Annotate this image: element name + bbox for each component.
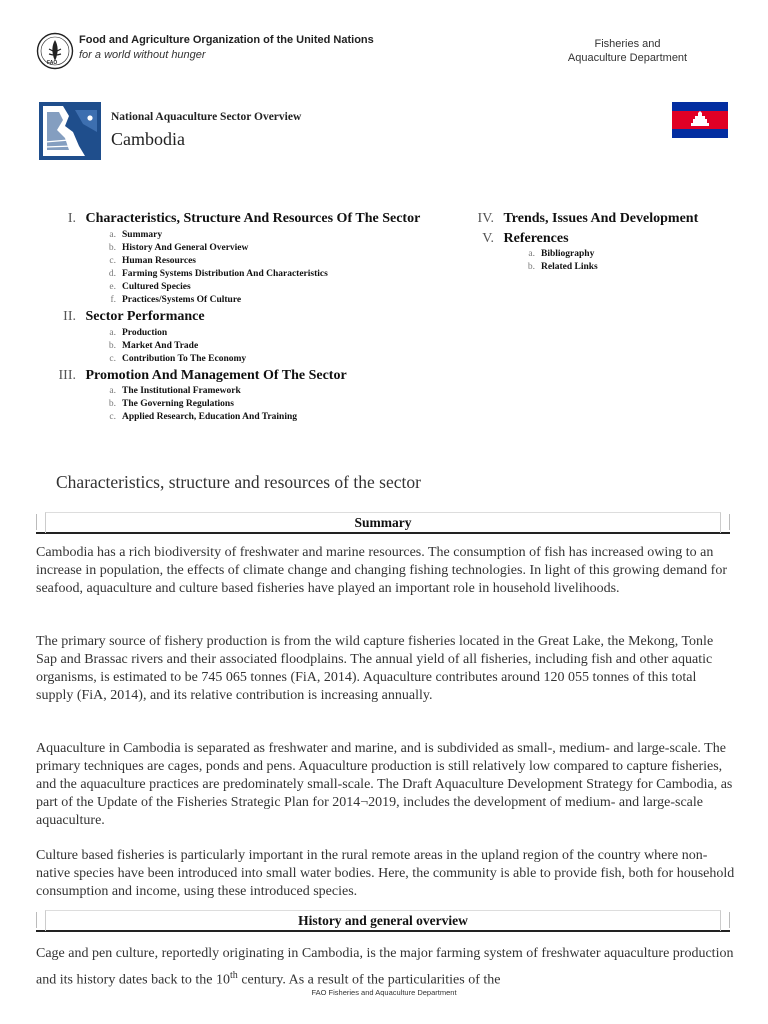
history-superscript: th <box>230 970 238 981</box>
country-title: Cambodia <box>111 129 185 149</box>
department-line-2: Aquaculture Department <box>567 52 688 64</box>
toc-item-history[interactable] <box>104 243 248 253</box>
cambodia-flag-icon <box>672 102 728 138</box>
toc-item-letter: b. <box>108 243 116 253</box>
toc-section-number: I. <box>67 211 76 226</box>
summary-paragraph-1: Cambodia has a rich biodiversity of freshwater and marine resources. The consumption of fish has increased owing to an increase in population, the effects of climate change and changing fishing technologies. In light of this growing demand for seafood, aquaculture and culture based fisheries have played an important role in household livelihoods. <box>36 545 727 596</box>
toc-item-letter: c. <box>109 354 116 364</box>
toc-item-label: Cultured Species <box>122 282 191 292</box>
toc-item-label: Related Links <box>541 262 598 272</box>
toc-section-title: Characteristics, Structure And Resources Of The Sector <box>85 211 421 226</box>
history-paragraph <box>36 943 736 992</box>
toc-section-number: IV. <box>477 211 494 226</box>
toc-section-number: V. <box>482 231 494 246</box>
toc-section-title: References <box>503 231 569 246</box>
overview-label: National Aquaculture Sector Overview <box>111 111 302 123</box>
fao-logo <box>36 32 74 70</box>
toc-item-label: Market And Trade <box>122 341 199 351</box>
toc-item-label: History And General Overview <box>122 243 249 253</box>
toc-section-number: II. <box>63 309 76 324</box>
summary-title: Summary <box>45 512 721 533</box>
toc-item-research[interactable] <box>104 412 297 422</box>
toc-item-letter: f. <box>110 295 116 305</box>
toc-item-label: Human Resources <box>122 256 196 266</box>
toc-item-letter: b. <box>108 399 116 409</box>
toc-section-3[interactable] <box>48 368 347 384</box>
toc-item-letter: e. <box>109 282 116 292</box>
fao-logo-text: FAO <box>47 60 58 66</box>
history-text-1: Cage and pen culture, reportedly originating in Cambodia, is the major farming system of freshwater aquaculture production and its history dates back to the 10 <box>36 946 734 988</box>
summary-title-bar <box>36 512 730 534</box>
toc-item-production[interactable] <box>104 328 167 338</box>
toc-item-letter: b. <box>108 341 116 351</box>
page-footer: FAO Fisheries and Aquaculture Department <box>311 988 457 997</box>
department-line-1: Fisheries and <box>594 38 661 50</box>
toc-section-number: III. <box>58 368 76 383</box>
toc-item-market-trade[interactable] <box>104 341 198 351</box>
toc-section-2[interactable] <box>54 309 205 325</box>
toc-item-label: Contribution To The Economy <box>122 354 247 364</box>
cambodia-flag <box>672 102 728 138</box>
toc-section-title: Trends, Issues And Development <box>503 211 699 226</box>
toc-item-label: Farming Systems Distribution And Characteristics <box>122 269 328 279</box>
toc-item-label: Production <box>122 328 168 338</box>
toc-item-label: The Institutional Framework <box>122 386 241 396</box>
summary-paragraph-2: The primary source of fishery production is from the wild capture fisheries located in the Great Lake, the Mekong, Tonle Sap and Brassac rivers and their associated floodplains. The annual yield of all fisheries, including fish and other aquatic organisms, is estimated to be 745 065 tonnes (FiA, 2014). Aquaculture contributes around 120 055 tonnes of this total supply (FiA, 2014), and its relative contribution is increasing annually. <box>36 634 714 703</box>
history-title-bar <box>36 910 730 932</box>
history-text-2: century. As a result of the particularities of the <box>237 972 501 988</box>
toc-section-1[interactable] <box>60 211 420 227</box>
toc-section-title: Sector Performance <box>85 309 205 324</box>
org-motto: for a world without hunger <box>79 49 206 61</box>
toc-item-letter: a. <box>109 328 116 338</box>
toc-item-bibliography[interactable] <box>523 249 594 259</box>
org-name: Food and Agriculture Organization of the United Nations <box>79 34 374 46</box>
aquaculture-logo <box>39 102 101 160</box>
toc-item-label: Practices/Systems Of Culture <box>122 295 242 305</box>
toc-item-letter: c. <box>109 256 116 266</box>
toc-item-human-resources[interactable] <box>104 256 196 266</box>
toc-item-letter: b. <box>527 262 535 272</box>
toc-item-letter: c. <box>109 412 116 422</box>
history-title: History and general overview <box>45 910 721 931</box>
toc-item-regulations[interactable] <box>104 399 234 409</box>
aquaculture-map-icon <box>39 102 101 160</box>
toc-item-summary[interactable] <box>104 230 162 240</box>
toc-item-letter: a. <box>109 386 116 396</box>
toc-item-letter: d. <box>108 269 116 279</box>
summary-paragraph-4: Culture based fisheries is particularly important in the rural remote areas in the upland region of the country where non-native species have been introduced into small water bodies. Here, the community is able to provide fish, both for household consumption and income, using these introduced species. <box>36 848 735 899</box>
toc-item-related-links[interactable] <box>523 262 598 272</box>
toc-item-farming-systems[interactable] <box>104 269 328 279</box>
toc-item-cultured-species[interactable] <box>104 282 191 292</box>
toc-section-5[interactable] <box>472 231 569 247</box>
toc-section-title: Promotion And Management Of The Sector <box>85 368 347 383</box>
toc-item-label: Summary <box>122 230 163 240</box>
toc-item-label: Applied Research, Education And Training <box>122 412 297 422</box>
toc-item-letter: a. <box>528 249 535 259</box>
toc-item-label: Bibliography <box>541 249 595 259</box>
toc-item-label: The Governing Regulations <box>122 399 234 409</box>
toc-section-4[interactable] <box>466 211 698 227</box>
summary-paragraph-3: Aquaculture in Cambodia is separated as freshwater and marine, and is subdivided as small-, medium- and large-scale. The primary techniques are cages, ponds and pens. Aquaculture production is still relatively low compared to capture fisheries, and the aquaculture practices are predominately small-scale. The Draft Aquaculture Development Strategy for Cambodia, as part of the Update of the Fisheries Strategic Plan for 2014¬2019, includes the development of medium- and large-scale aquaculture. <box>36 741 733 828</box>
toc-item-practices[interactable] <box>104 295 241 305</box>
section-heading: Characteristics, structure and resources of the sector <box>56 472 421 492</box>
department-header <box>540 37 715 65</box>
toc-item-letter: a. <box>109 230 116 240</box>
toc-item-contribution[interactable] <box>104 354 246 364</box>
toc-item-institutional[interactable] <box>104 386 241 396</box>
